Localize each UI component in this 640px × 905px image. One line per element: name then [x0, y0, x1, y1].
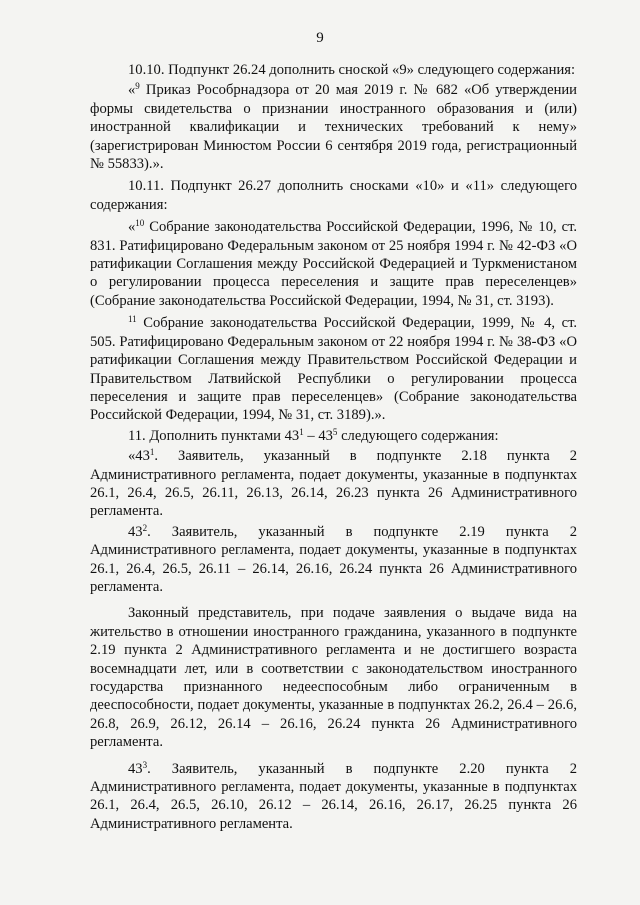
footnote-9-text: Приказ Рособрнадзора от 20 мая 2019 г. № 682 «Об утверждении формы свидетельства о признании иностранного образования и (или) иностранной квалификации и технических требований к нему» (зарегистрирован Минюстом России 6 сентября 2019 года, регистрационный № 55833).». — [90, 82, 577, 173]
footnote-11-paragraph — [90, 314, 577, 424]
paragraph-10-10 — [90, 61, 577, 79]
item-43-2 — [90, 523, 577, 597]
paragraph-11 — [90, 427, 577, 445]
item-43-2-text: . Заявитель, указанный в подпункте 2.19 пункта 2 Административного регламента, подает документы, указанные в подпунктах 26.1, 26.4, 26.5, 26.11 – 26.14, 26.16, 26.24 пункта 26 Административного регламента. — [90, 523, 577, 595]
footnote-10-open-quote: « — [128, 219, 136, 236]
footnote-11-text: Собрание законодательства Российской Федерации, 1999, № 4, ст. 505. Ратифицировано Федеральным законом от 22 ноября 1994 г. № 38-ФЗ «О ратификации Соглашения между Правительством Российской Федерации и Правительством Латвийской Республики о регулировании процесса переселения и защите прав переселенцев» (Собрание законодательства Российской Федерации, 1994, № 31, ст. 3189).». — [90, 315, 577, 424]
document-body — [90, 61, 577, 835]
paragraph-10-11 — [90, 177, 577, 214]
footnote-9-paragraph — [90, 81, 577, 173]
item-43-1-text: . Заявитель, указанный в подпункте 2.18 пункта 2 Административного регламента, подает документы, указанные в подпунктах 26.1, 26.4, 26.5, 26.11, 26.13, 26.14, 26.23 пункта 26 Административного регламента. — [90, 448, 577, 520]
legal-representative-paragraph — [90, 604, 577, 751]
paragraph-11-dash: – 43 — [303, 427, 333, 444]
paragraph-11-sup-5: 5 — [332, 426, 338, 437]
item-43-3 — [90, 760, 577, 834]
paragraph-11-text-a: 11. Дополнить пунктами 43 — [128, 427, 300, 444]
footnote-9-marker: 9 — [135, 81, 140, 92]
item-43-3-text: . Заявитель, указанный в подпункте 2.20 пункта 2 Административного регламента, подает документы, указанные в подпунктах 26.1, 26.4, 26.5, 26.10, 26.12 – 26.14, 26.16, 26.17, 26.25 пункта 26 Административного регламента. — [90, 760, 577, 832]
item-43-1-sup: 1 — [149, 447, 155, 458]
footnote-11-marker: 11 — [128, 314, 137, 325]
item-43-3-sup: 3 — [142, 759, 148, 770]
footnote-10-paragraph — [90, 218, 577, 310]
paragraph-11-sup-1: 1 — [299, 426, 304, 437]
item-43-1-number: «43 — [128, 448, 150, 465]
footnote-10-text: Собрание законодательства Российской Федерации, 1996, № 10, ст. 831. Ратифицировано Федеральным законом от 25 ноября 1994 г. № 42-ФЗ «О ратификации Соглашения между Российской Федерацией и Туркменистаном о регулировании процесса переселения и защите прав переселенцев» (Собрание законодательства Российской Федерации, 1994, № 31, ст. 3193). — [90, 219, 577, 309]
item-43-3-number: 43 — [128, 760, 143, 777]
item-43-1 — [90, 447, 577, 521]
paragraph-11-text-b: следующего содержания: — [337, 427, 499, 444]
footnote-9-open-quote: « — [128, 82, 136, 99]
page-number: 9 — [316, 30, 324, 46]
paragraph-10-11-text: 10.11. Подпункт 26.27 дополнить сносками «10» и «11» следующего содержания: — [90, 178, 577, 213]
footnote-10-marker: 10 — [135, 218, 145, 229]
item-43-2-sup: 2 — [142, 522, 148, 533]
paragraph-10-10-text: 10.10. Подпункт 26.24 дополнить сноской «9» следующего содержания: — [128, 62, 576, 78]
item-43-2-number: 43 — [128, 523, 143, 540]
legal-representative-text: Законный представитель, при подаче заявления о выдаче вида на жительство в отношении иностранного гражданина, указанного в подпункте 2.19 пункта 2 Административного регламента и не достигшего возраста восемнадцати лет, или в соответствии с законодательством иностранного государства признанного недееспособным либо ограниченным в дееспособности, подает документы, указанные в подпунктах 26.2, 26.4 – 26.6, 26.8, 26.9, 26.12, 26.14 – 26.16, 26.24 пункта 26 Административного регламента. — [90, 605, 577, 751]
